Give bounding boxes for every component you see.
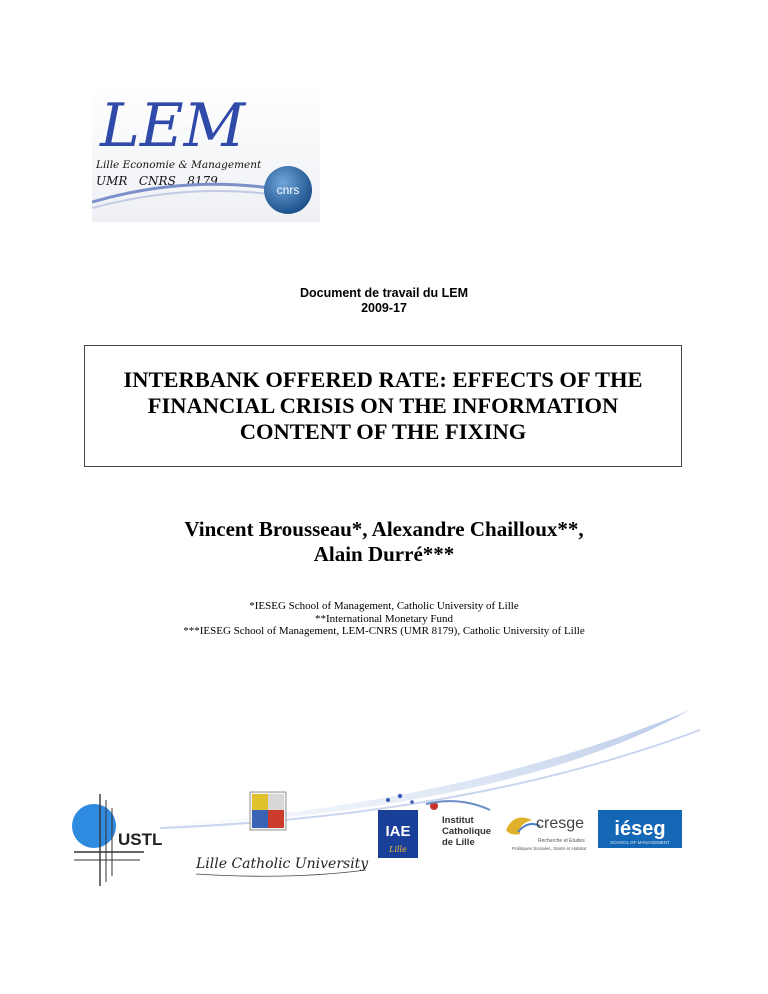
lem-logo [92, 84, 320, 222]
title-line-3: CONTENT OF THE FIXING [239, 419, 527, 444]
lem-wordmark: LEM [100, 91, 246, 161]
authors-line-2: Alain Durré*** [313, 542, 455, 566]
iae-label: IAE [385, 823, 411, 840]
title-line-1: INTERBANK OFFERED RATE: EFFECTS OF THE [123, 367, 643, 392]
icl-logo [426, 801, 491, 848]
ustl-circle-icon [72, 804, 116, 848]
lille-catholic-script: Lille Catholic University [196, 856, 369, 872]
partner-logos [70, 790, 710, 890]
affiliation-1: *IESEG School of Management, Catholic University of Lille [249, 600, 519, 612]
title-box [84, 345, 682, 467]
title-line-2: FINANCIAL CRISIS ON THE INFORMATION [147, 393, 619, 418]
icl-line-3: de Lille [442, 837, 475, 848]
iae-sub: Lille [389, 845, 407, 854]
affiliation-3: ***IESEG School of Management, LEM-CNRS (UMR 8179), Catholic University of Lille [183, 625, 585, 637]
cresge-sub-1: Recherche et Etudes [538, 838, 585, 844]
paper-number: 2009-17 [361, 301, 407, 315]
authors [0, 517, 768, 567]
working-paper-header [0, 286, 768, 316]
lem-subtitle: Lille Economie & Management [96, 159, 262, 171]
ustl-label: USTL [118, 830, 163, 849]
lille-catholic-logo [195, 792, 369, 876]
cresge-label: cresge [536, 815, 585, 832]
paper-title [103, 367, 662, 445]
ieseg-label: iéseg [614, 818, 666, 840]
affiliation-2: **International Monetary Fund [314, 612, 454, 625]
cresge-sub-2: Politiques Sociales, Santé et Habitat [512, 846, 587, 851]
cnrs-label: cnrs [276, 183, 300, 197]
icl-line-2: Catholique [442, 826, 492, 837]
ieseg-sub: SCHOOL OF MANAGEMENT [610, 840, 670, 845]
cresge-logo [506, 815, 587, 851]
ustl-logo [72, 794, 162, 886]
series-label: Document de travail du LEM [299, 286, 469, 300]
iae-logo [378, 794, 418, 858]
ieseg-logo [598, 810, 682, 848]
affiliations [0, 600, 768, 638]
icl-line-1: Institut [442, 815, 474, 826]
lem-umr: UMR CNRS 8179 [96, 174, 218, 188]
authors-line-1: Vincent Brousseau*, Alexandre Chailloux**, [184, 517, 584, 541]
